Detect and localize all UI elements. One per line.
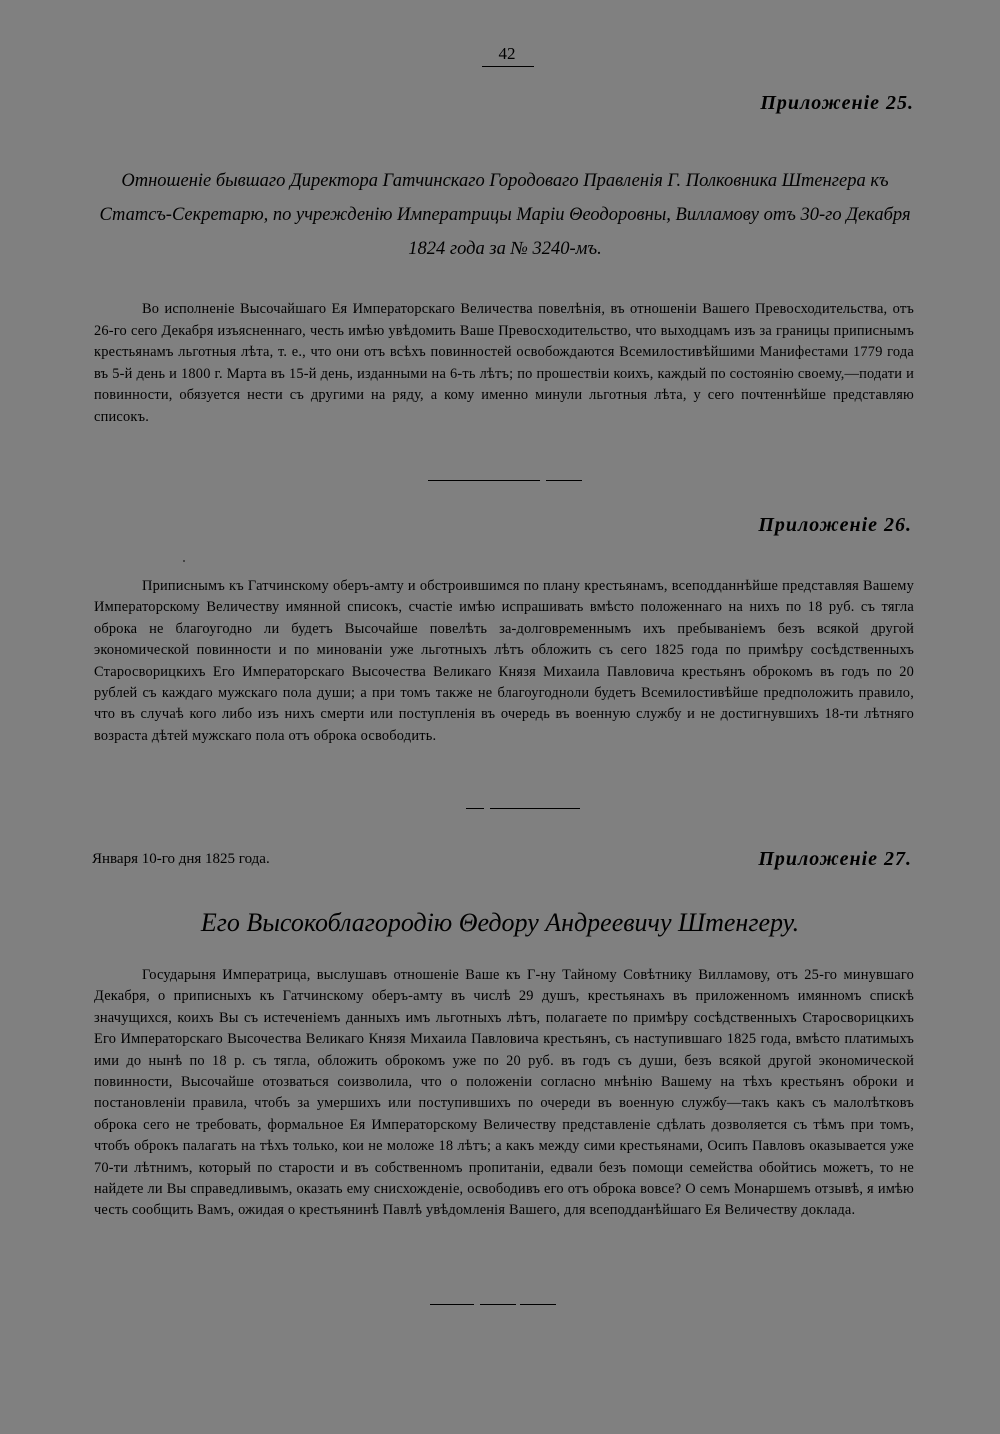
stray-mark xyxy=(183,560,185,562)
section-divider-1a xyxy=(428,480,468,481)
section-divider-2a xyxy=(466,808,484,809)
appendix-26-label: Приложенie 26. xyxy=(758,514,912,536)
letter-addressee: Его Высокоблагородiю Θедору Андреевичу Штенгеру. xyxy=(200,908,800,937)
appendix-25-body: Во исполненie Высочайшаго Ея Императорскаго Величества повелѣнiя, въ отношенiи Вашего Превосходительства, отъ 26-го сего Декабря изъясненнаго, честь имѣю увѣдомить Ваше Превосходительство, что выходцамъ изъ за границы приписнымъ крестьянамъ льготныя лѣта, т. е., что они отъ всѣхъ повинностей освобождаются Всемилостивѣйшими Манифестами 1779 года въ 5-й день и 1800 г. Марта въ 15-й день, изданными на 6-ть лѣтъ; по прошествiи коихъ, каждый по состоянiю своему,—подати и повинности, обязуется нести съ другими на ряду, а кому именно минули льготныя лѣта, у сего почтеннѣйше представляю списокъ. xyxy=(94,301,914,425)
section-divider-1c xyxy=(546,480,582,481)
appendix-26-body: Приписнымъ къ Гатчинскому оберъ-амту и обстроившимся по плану крестьянамъ, всеподданнѣйше представляя Вашему Императорскому Величеству имянной списокъ, счастie имѣю испрашивать вмѣсто положеннаго на нихъ по 18 руб. съ тягла оброка не благоугодно ли будетъ Высочайше повелѣть за-долговременнымъ ихъ пребыванiемъ безъ всякой другой экономической повинности и по минованiи уже льготныхъ лѣтъ обложить съ сего 1825 года по примѣру сосѣдственныхъ Старосворицкихъ Его Императорскаго Высочества Великаго Князя Михаила Павловича крестьянъ оброкомъ въ годъ по 20 рублей съ каждаго мужскаго пола души; а при томъ также не благоугодноли будетъ Всемилостивѣйше предположить правило, что въ случаѣ кого либо изъ нихъ смерти или поступленiя въ очередь въ военную службу и не достигнувшихъ 18-ти лѣтняго возраста дѣтей мужскаго пола отъ оброка освободить. xyxy=(94,578,914,744)
section-divider-2b xyxy=(490,808,538,809)
appendix-25-label: Приложенie 25. xyxy=(760,92,914,114)
section-divider-1b xyxy=(468,480,540,481)
section-divider-3a xyxy=(430,1304,474,1305)
section-divider-2c xyxy=(538,808,580,809)
letter-date: Января 10-го дня 1825 года. xyxy=(92,851,270,867)
appendix-25-heading: Отношенie бывшаго Директора Гатчинскаго Городоваго Правленiя Г. Полковника Штенгера къ Статсъ-Секретарю, по учрежденiю Императрицы Марiи Θеодоровны, Вилламову отъ 30-го Декабря 1824 года за № 3240-мъ. xyxy=(99,171,911,259)
section-divider-3c xyxy=(520,1304,556,1305)
appendix-27-body: Государыня Императрица, выслушавъ отношенie Ваше къ Г-ну Тайному Совѣтнику Вилламову, отъ 25-го минувшаго Декабря, о приписныхъ къ Гатчинскому оберъ-амту въ числѣ 29 душъ, крестьянахъ въ приложенномъ имянномъ спискѣ значущихся, коихъ Вы съ истеченiемъ данныхъ имъ льготныхъ лѣтъ, полагаете по примѣру сосѣдственныхъ Старосворицкихъ Его Императорскаго Высочества Великаго Князя Михаила Павловича крестьянъ, съ наступившаго 1825 года, вмѣсто платимыхъ ими до нынѣ по 18 р. съ тягла, обложить оброкомъ уже по 20 руб. въ годъ съ души, безъ всякой другой экономической повинности, Высочайше отозваться соизволила, что о положенiи согласно мнѣнiю Вашему на тѣхъ крестьянъ оброки и постановленiи правила, чтобъ за умершихъ или поступившихъ по очереди въ военную службу—такъ какъ съ малолѣтковъ оброка сего не требовать, формальное Ея Императорскому Величеству представленie сдѣлать дозволяется съ тѣмъ при томъ, чтобъ оброкъ палагать на тѣхъ только, кои не моложе 18 лѣтъ; а какъ между сими крестьянами, Осипъ Павловъ оказывается уже 70-ти лѣтнимъ, который по старости и въ собственномъ пропитанiи, едвали безъ помощи семейства обойтись можетъ, то не найдете ли Вы справедливымъ, оказать ему снисхожденie, освободивъ его отъ оброка вовсе? О семъ Монаршемъ отзывѣ, я имѣю честь сообщить Вамъ, ожидая о крестьянинѣ Павлѣ увѣдомленiя Вашего, для всеподданѣйшаго Ея Величеству доклада. xyxy=(94,967,914,1219)
page-number-rule xyxy=(482,66,534,67)
section-divider-3b xyxy=(480,1304,516,1305)
page-number: 42 xyxy=(498,44,516,63)
appendix-27-label: Приложенie 27. xyxy=(758,848,912,870)
